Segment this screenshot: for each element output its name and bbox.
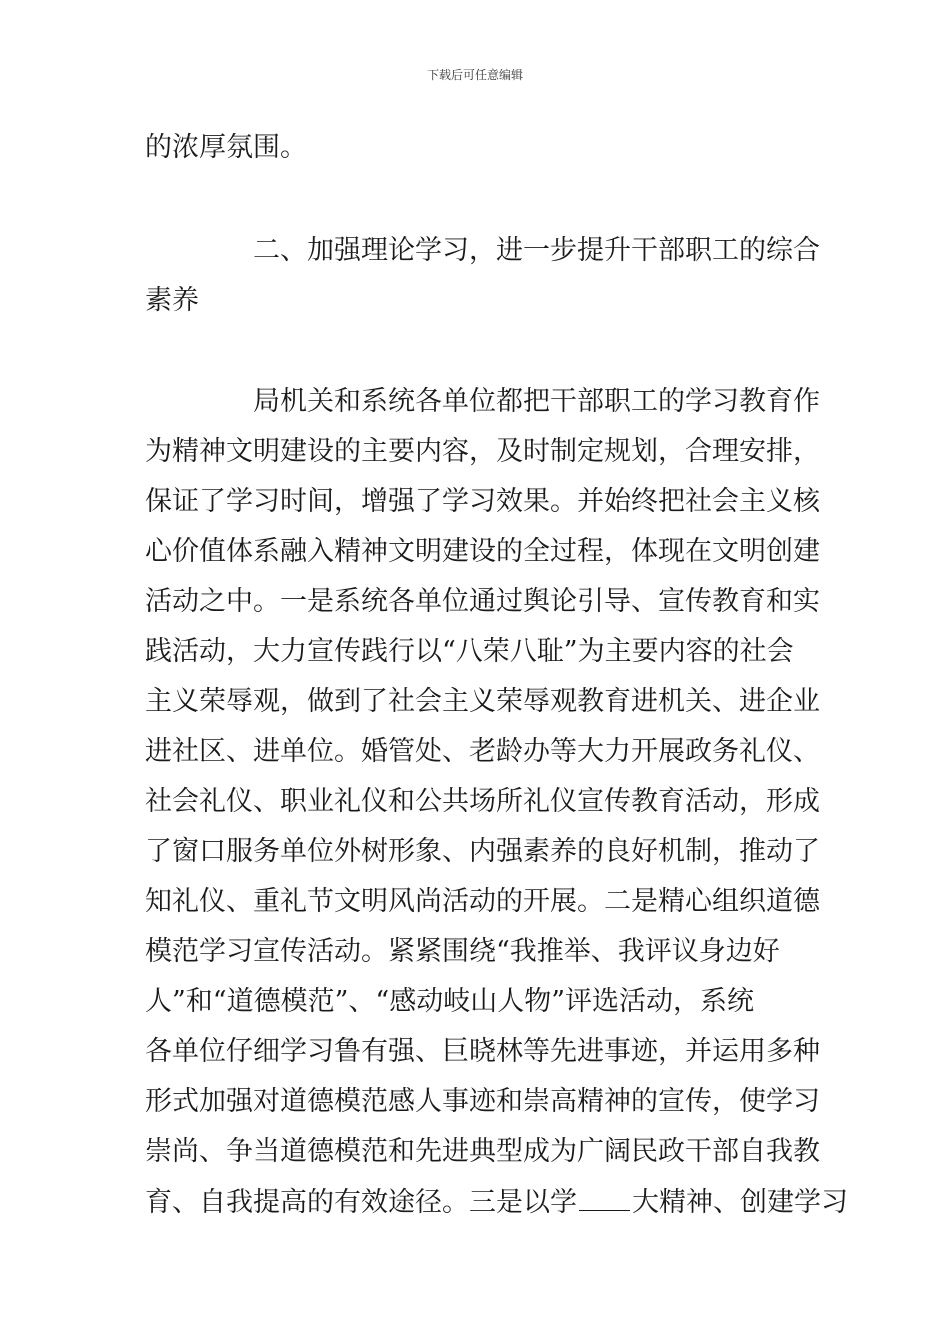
text-line: 社会礼仪、职业礼仪和公共场所礼仪宣传教育活动，形成 bbox=[145, 786, 820, 817]
text-line: 进社区、进单位。婚管处、老龄办等大力开展政务礼仪、 bbox=[145, 736, 820, 767]
text-line: 保证了学习时间，增强了学习效果。并始终把社会主义核 bbox=[145, 486, 820, 517]
text-line: 模范学习宣传活动。紧紧围绕“我推举、我评议身边好 bbox=[145, 936, 780, 967]
text-line: 活动之中。一是系统各单位通过舆论引导、宣传教育和实 bbox=[145, 586, 820, 617]
text-segment: 大精神、创建学习 bbox=[632, 1187, 848, 1218]
text-line: 的浓厚氛围。 bbox=[145, 132, 307, 163]
text-line: 崇尚、争当道德模范和先进典型成为广阔民政干部自我教 bbox=[145, 1136, 820, 1167]
text-line: 人”和“道德模范”、“感动岐山人物”评选活动，系统 bbox=[145, 986, 755, 1017]
text-line: 知礼仪、重礼节文明风尚活动的开展。二是精心组织道德 bbox=[145, 886, 820, 917]
text-line-with-blank bbox=[145, 1188, 848, 1216]
text-line: 践活动，大力宣传践行以“八荣八耻”为主要内容的社会 bbox=[145, 636, 794, 667]
section-heading: 二、加强理论学习，进一步提升干部职工的综合 bbox=[253, 235, 820, 266]
text-line: 了窗口服务单位外树形象、内强素养的良好机制，推动了 bbox=[145, 836, 820, 867]
text-line: 局机关和系统各单位都把干部职工的学习教育作 bbox=[253, 386, 820, 417]
text-line: 为精神文明建设的主要内容，及时制定规划，合理安排， bbox=[145, 436, 820, 467]
text-segment: 育、自我提高的有效途径。三是以学 bbox=[145, 1187, 577, 1218]
text-line: 形式加强对道德模范感人事迹和崇高精神的宣传，使学习 bbox=[145, 1086, 820, 1117]
page-header: 下载后可任意编辑 bbox=[426, 68, 523, 82]
section-heading-cont: 素养 bbox=[145, 285, 199, 316]
fill-in-blank bbox=[579, 1188, 630, 1211]
text-line: 主义荣辱观，做到了社会主义荣辱观教育进机关、进企业 bbox=[145, 686, 820, 717]
text-line: 各单位仔细学习鲁有强、巨晓林等先进事迹，并运用多种 bbox=[145, 1036, 820, 1067]
text-line: 心价值体系融入精神文明建设的全过程，体现在文明创建 bbox=[145, 536, 820, 567]
